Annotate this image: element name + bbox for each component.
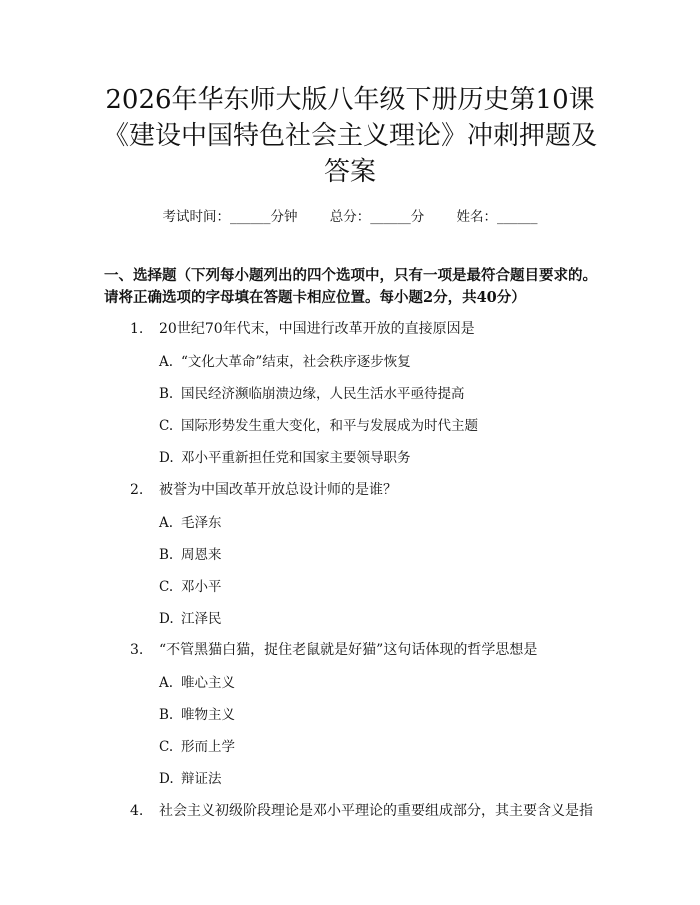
- option-letter: B.: [159, 386, 174, 402]
- q2-option-c: [159, 575, 619, 595]
- option-letter: A.: [159, 515, 174, 531]
- option-letter: C.: [159, 579, 174, 595]
- q3-option-a: [159, 671, 619, 691]
- option-text: 辩证法: [181, 771, 222, 787]
- option-letter: D.: [159, 771, 174, 787]
- title-line-1: 2026年华东师大版八年级下册历史第10课: [105, 85, 595, 115]
- exam-score: 总分：______分: [329, 209, 425, 225]
- question-text: 社会主义初级阶段理论是邓小平理论的重要组成部分，其主要含义是指: [159, 803, 593, 819]
- title-line-3: 答案: [323, 157, 376, 187]
- option-letter: D.: [159, 450, 174, 466]
- exam-time: 考试时间：______分钟: [162, 209, 298, 225]
- question-1: [130, 318, 630, 338]
- option-text: 江泽民: [181, 611, 222, 627]
- option-letter: B.: [159, 547, 174, 563]
- option-text: 形而上学: [181, 739, 235, 755]
- option-text: 毛泽东: [181, 515, 222, 531]
- q1-option-d: [159, 446, 619, 466]
- question-number: 4.: [130, 803, 144, 819]
- option-letter: A.: [159, 675, 174, 691]
- option-text: 唯心主义: [181, 675, 235, 691]
- document-title: [80, 82, 620, 190]
- q2-option-b: [159, 543, 619, 563]
- option-letter: B.: [159, 707, 174, 723]
- q3-option-b: [159, 703, 619, 723]
- option-text: 国际形势发生重大变化，和平与发展成为时代主题: [181, 418, 478, 434]
- question-4: [130, 800, 630, 820]
- question-number: 3.: [130, 642, 144, 658]
- option-text: “文化大革命”结束，社会秩序逐步恢复: [181, 354, 411, 370]
- q1-option-b: [159, 382, 619, 402]
- q2-option-d: [159, 607, 619, 627]
- option-text: 邓小平重新担任党和国家主要领导职务: [181, 450, 411, 466]
- option-letter: C.: [159, 418, 174, 434]
- exam-meta: [0, 205, 700, 225]
- option-text: 唯物主义: [181, 707, 235, 723]
- option-letter: A.: [159, 354, 174, 370]
- q3-option-d: [159, 767, 619, 787]
- question-number: 2.: [130, 482, 144, 498]
- option-text: 邓小平: [181, 579, 222, 595]
- question-text: 被誉为中国改革开放总设计师的是谁？: [159, 482, 397, 498]
- question-text: “不管黑猫白猫，捉住老鼠就是好猫”这句话体现的哲学思想是: [159, 642, 538, 658]
- q2-option-a: [159, 511, 619, 531]
- option-text: 国民经济濒临崩溃边缘，人民生活水平亟待提高: [181, 386, 465, 402]
- option-text: 周恩来: [181, 547, 222, 563]
- option-letter: D.: [159, 611, 174, 627]
- question-number: 1.: [130, 321, 144, 337]
- q1-option-a: [159, 350, 619, 370]
- q3-option-c: [159, 735, 619, 755]
- exam-name: 姓名：______: [456, 209, 538, 225]
- question-2: [130, 479, 630, 499]
- question-3: [130, 639, 630, 659]
- q1-option-c: [159, 414, 619, 434]
- section-heading: 一、选择题（下列每小题列出的四个选项中，只有一项是最符合题目要求的。请将正确选项的字母填在答题卡相应位置。每小题2分，共40分）: [104, 267, 597, 306]
- question-text: 20世纪70年代末，中国进行改革开放的直接原因是: [159, 321, 475, 337]
- title-line-2: 《建设中国特色社会主义理论》冲刺押题及: [102, 121, 597, 151]
- option-letter: C.: [159, 739, 174, 755]
